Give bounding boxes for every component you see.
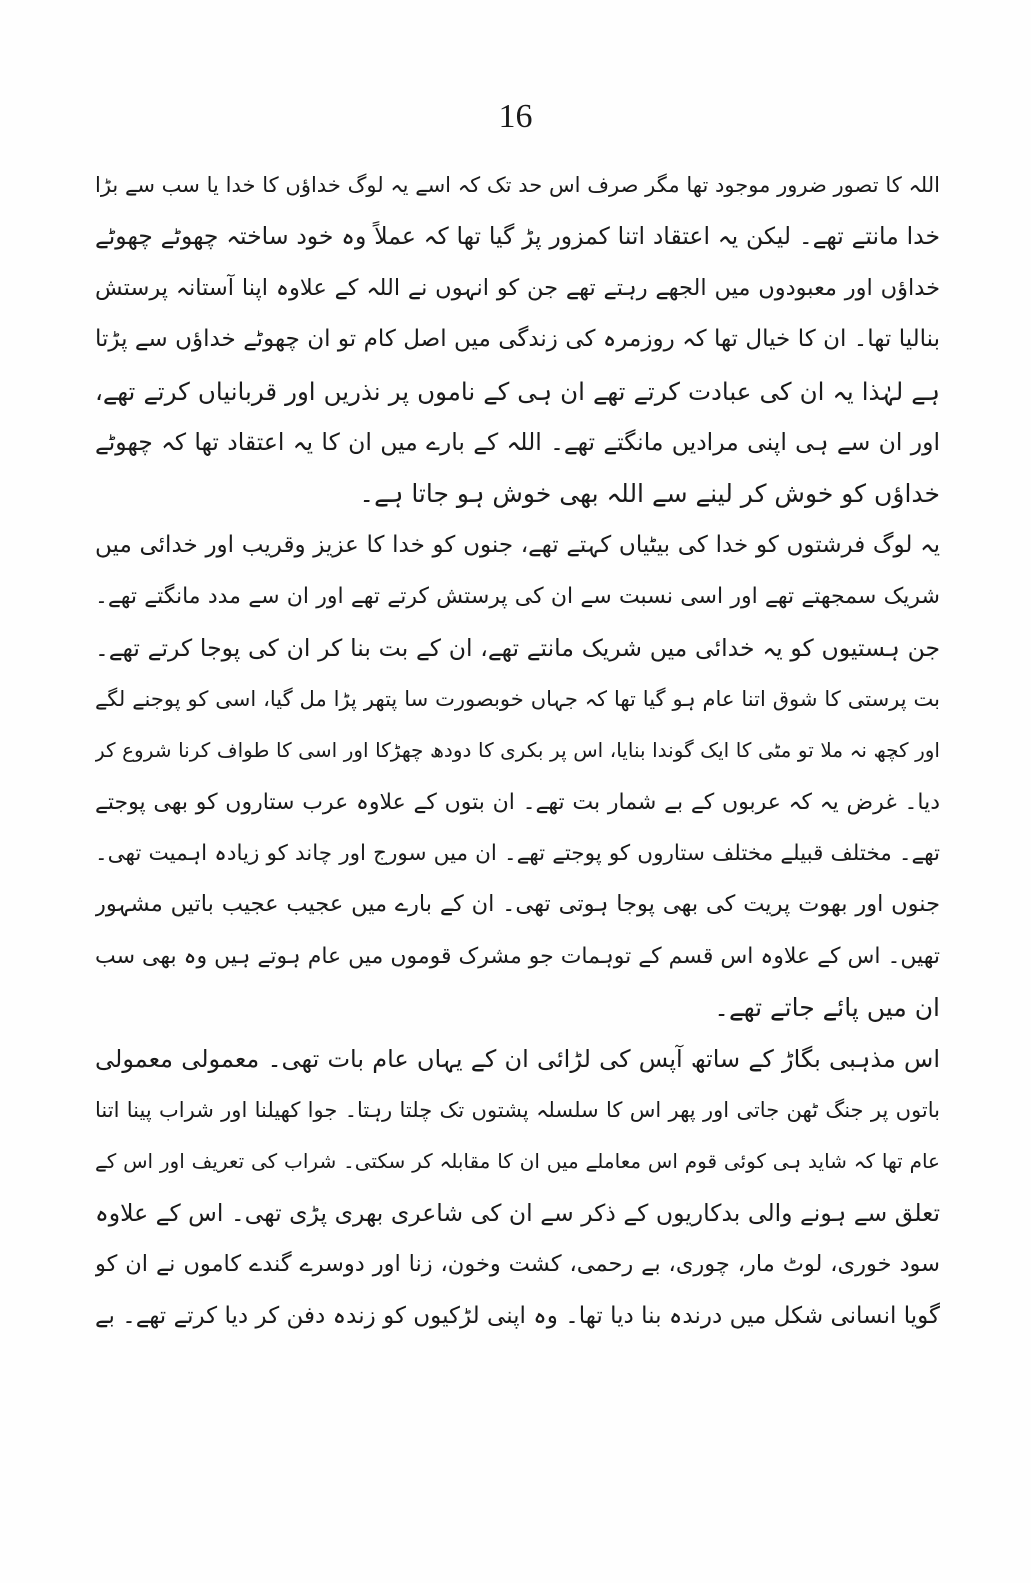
- page-number: 16: [498, 98, 533, 135]
- text-line: اللہ کا تصور ضرور موجود تھا مگر صرف اس حد تک کہ اسے یہ لوگ خداؤں کا خدا یا سب سے بڑا: [95, 173, 940, 197]
- text-line: جنوں اور بھوت پریت کی بھی پوجا ہوتی تھی۔ ان کے بارے میں عجیب عجیب باتیں مشہور: [95, 891, 940, 918]
- text-line: اور ان سے ہی اپنی مرادیں مانگتے تھے۔ اللہ کے بارے میں ان کا یہ اعتقاد تھا کہ چھوٹے: [95, 427, 940, 456]
- text-line: اس مذہبی بگاڑ کے ساتھ آپس کی لڑائی ان کے یہاں عام بات تھی۔ معمولی معمولی: [95, 1044, 940, 1073]
- text-line: باتوں پر جنگ ٹھن جاتی اور پھر اس کا سلسلہ پشتوں تک چلتا رہتا۔ جوا کھیلنا اور شراب پینا اتنا: [95, 1098, 940, 1123]
- text-line: خدا مانتے تھے۔ لیکن یہ اعتقاد اتنا کمزور پڑ گیا تھا کہ عملاً وہ خود ساختہ چھوٹے چھوٹے: [95, 222, 940, 251]
- text-line: گویا انسانی شکل میں درندہ بنا دیا تھا۔ وہ اپنی لڑکیوں کو زندہ دفن کر دیا کرتے تھے۔ بے: [95, 1302, 940, 1329]
- text-line: ان میں پائے جاتے تھے۔: [714, 993, 940, 1023]
- text-line: خداؤں اور معبودوں میں الجھے رہتے تھے جن کو انہوں نے اللہ کے علاوہ اپنا آستانہ پرستش: [95, 274, 940, 301]
- text-line: تھیں۔ اس کے علاوہ اس قسم کے توہمات جو مشرک قوموں میں عام ہوتے ہیں وہ بھی سب: [95, 943, 940, 969]
- text-line: ہے لہٰذا یہ ان کی عبادت کرتے تھے ان ہی کے ناموں پر نذریں اور قربانیاں کرتے تھے،: [95, 376, 940, 406]
- text-line: سود خوری، لوٹ مار، چوری، بے رحمی، کشت وخون، زنا اور دوسرے گندے کاموں نے ان کو: [95, 1251, 940, 1278]
- text-line: بت پرستی کا شوق اتنا عام ہو گیا تھا کہ جہاں خوبصورت سا پتھر پڑا مل گیا، اسی کو پوجنے لگے: [95, 686, 940, 711]
- text-line: یہ لوگ فرشتوں کو خدا کی بیٹیاں کہتے تھے، جنوں کو خدا کا عزیز وقریب اور خدائی میں: [95, 531, 940, 558]
- text-line: اور کچھ نہ ملا تو مٹی کا ایک گوندا بنایا، اس پر بکری کا دودھ چھڑکا اور اسی کا طواف کرنا شروع کر: [95, 738, 940, 763]
- text-line: تعلق سے ہونے والی بدکاریوں کے ذکر سے ان کی شاعری بھری پڑی تھی۔ اس کے علاوہ: [95, 1198, 940, 1227]
- text-line: عام تھا کہ شاید ہی کوئی قوم اس معاملے میں ان کا مقابلہ کر سکتی۔ شراب کی تعریف اور اس کے: [95, 1149, 940, 1174]
- text-line: خداؤں کو خوش کر لینے سے اللہ بھی خوش ہو جاتا ہے۔: [359, 479, 940, 509]
- body-text: [95, 160, 940, 1342]
- text-line: شریک سمجھتے تھے اور اسی نسبت سے ان کی پرستش کرتے تھے اور ان سے مدد مانگتے تھے۔: [95, 584, 940, 610]
- text-line: دیا۔ غرض یہ کہ عربوں کے بے شمار بت تھے۔ ان بتوں کے علاوہ عرب ستاروں کو بھی پوجتے: [95, 789, 940, 815]
- text-line: بنالیا تھا۔ ان کا خیال تھا کہ روزمرہ کی زندگی میں اصل کام تو ان چھوٹے خداؤں سے پڑتا: [95, 326, 940, 353]
- text-line: جن ہستیوں کو یہ خدائی میں شریک مانتے تھے، ان کے بت بنا کر ان کی پوجا کرتے تھے۔: [95, 633, 940, 662]
- text-line: تھے۔ مختلف قبیلے مختلف ستاروں کو پوجتے تھے۔ ان میں سورج اور چاند کو زیادہ اہمیت تھی۔: [95, 841, 940, 867]
